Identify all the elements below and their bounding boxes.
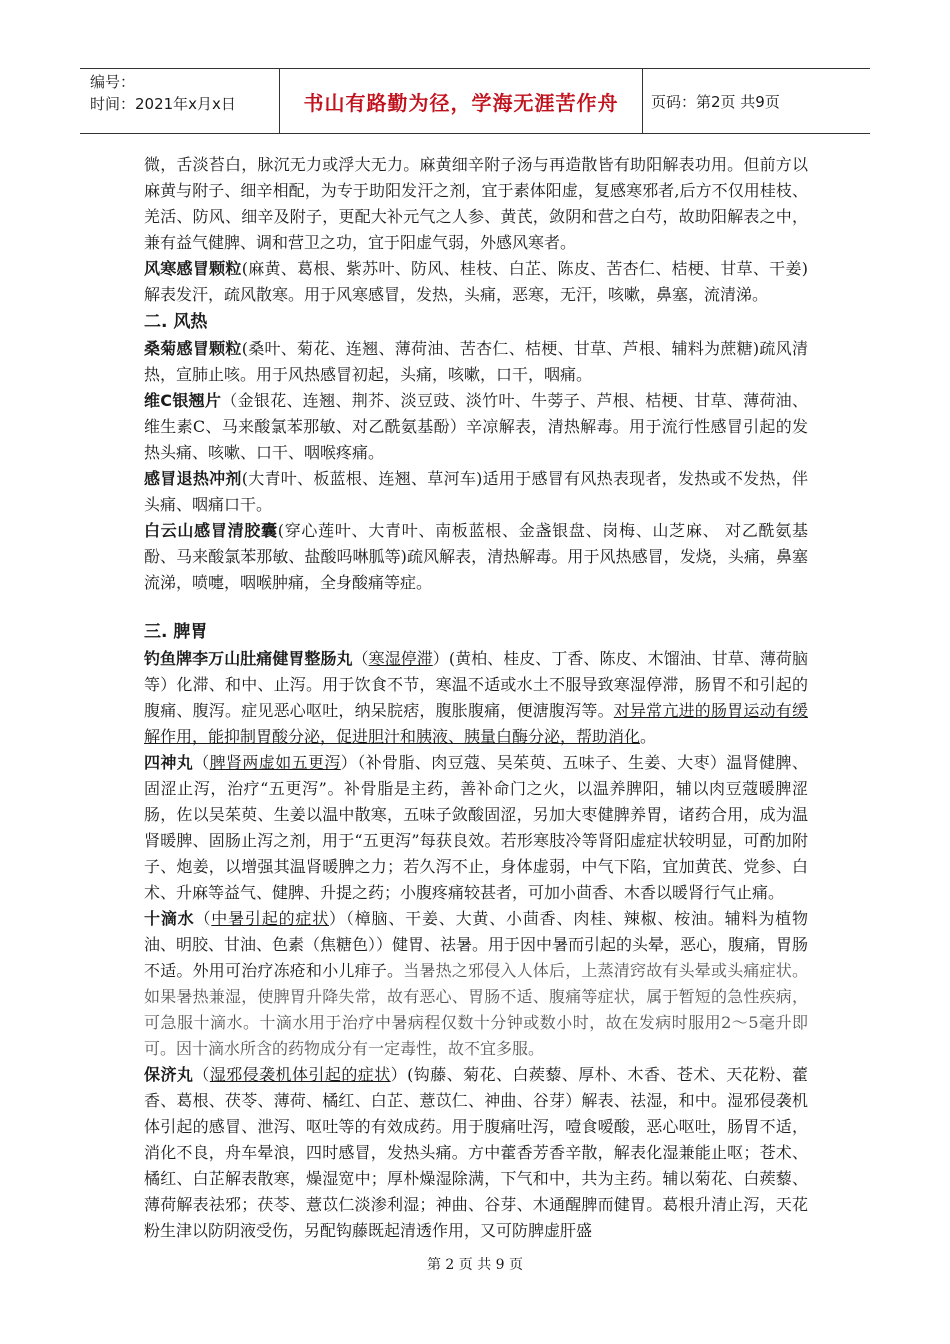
indication-underlined: 脾肾两虚如五更泻 [209,753,341,772]
indication-underlined: 湿邪侵袭机体引起的症状 [209,1065,391,1084]
paren: ） [329,909,346,928]
entry-sishen [144,750,808,906]
paren: （ [193,753,210,772]
drug-name: 四神丸 [144,753,194,772]
drug-text: (黄柏、桂皮、丁香、陈皮、木馏油、甘草、薄荷脑等）化滞、和中、止泻。用于饮食不节，寒温不适或水土不服导致寒湿停滞，肠胃不和引起的腹痛、腹泻。症见恶心呕吐，纳呆脘痞，腹胀腹痛，便溏腹泻等。 [144,649,808,720]
header-motto: 书山有路勤为径，学海无涯苦作舟 [280,69,643,133]
paren: ） [390,1065,408,1084]
drug-text: (穿心莲叶、大青叶、南板蓝根、金盏银盘、岗梅、山芝麻、 对乙酰氨基酚、马来酸氯苯那敏、盐酸吗啉胍等)疏风解表，清热解毒。用于风热感冒，发烧，头痛，鼻塞流涕，喷嚏，咽喉肿痛，全身酸痛等症。 [144,521,808,592]
note-underlined: 对异常亢进的肠胃运动有缓解作用，能抑制胃酸分泌，促进胆汁和胰液、胰量白酶分泌，帮助消化 [144,701,808,746]
paren: ） [340,753,358,772]
entry-weic [144,388,808,466]
paren: （ [193,1065,210,1084]
paren: ） [432,649,449,668]
drug-text: （樟脑、干姜、大黄、小茴香、肉桂、辣椒、桉油。辅料为植物油、明胶、甘油、色素（焦糖色））健胃、祛暑。用于因中暑而引起的头晕，恶心，腹痛，胃肠不适。外用可治疗冻疮和小儿痱子。 [144,909,809,980]
intro-paragraph: 微，舌淡苔白，脉沉无力或浮大无力。麻黄细辛附子汤与再造散皆有助阳解表功用。但前方以麻黄与附子、细辛相配，为专于助阳发汗之剂，宜于素体阳虚，复感寒邪者,后方不仅用桂枝、羌活、防风、细辛及附子，更配大补元气之人参、黄芪，敛阴和营之白芍，故助阳解表之中，兼有益气健脾、调和营卫之功，宜于阳虚气弱，外感风寒者。 [144,155,808,252]
section-heading-fengre: 二. 风热 [144,312,208,332]
drug-text: (钩藤、菊花、白蒺藜、厚朴、木香、苍术、天花粉、藿香、葛根、茯苓、薄荷、橘红、白芷、薏苡仁、神曲、谷芽）解表、祛湿，和中。湿邪侵袭机体引起的感冒、泄泻、呕吐等的有效成药。用于腹痛吐泻，噎食嗳酸，恶心呕吐，肠胃不适，消化不良，舟车晕浪，四时感冒，发热头痛。方中藿香芳香辛散，解表化湿兼能止呕；苍术、橘红、白芷解表散寒，燥湿宽中；厚朴燥湿除满，下气和中，共为主药。辅以菊花、白蒺藜、薄荷解表祛邪；茯苓、薏苡仁淡渗利湿；神曲、谷芽、木通醒脾而健胃。葛根升清止泻，天花粉生津以防阴液受伤，另配钩藤既起清透作用，又可防脾虚肝盛 [144,1065,808,1240]
indication-underlined: 寒湿停滞 [368,649,433,668]
section-heading-piwei: 三. 脾胃 [144,622,208,642]
entry-diaoyu: 钓鱼牌李万山肚痛健胃整肠丸（寒湿停滞）(黄柏、桂皮、丁香、陈皮、木馏油、甘草、薄荷脑等）化滞、和中、止泻。用于饮食不节，寒温不适或水土不服导致寒湿停滞，肠胃不和引起的腹痛、腹泻。症见恶心呕吐，纳呆脘痞，腹胀腹痛，便溏腹泻等。对异常亢进的肠胃运动有缓解作用，能抑制胃酸分泌，促进胆汁和胰液、胰量白酶分泌，帮助消化。 [144,649,808,746]
drug-text: （补骨脂、肉豆蔻、吴茱萸、五味子、生姜、大枣）温肾健脾、固涩止泻，治疗“五更泻”。补骨脂是主药，善补命门之火，以温养脾阳，辅以肉豆蔻暖脾涩肠，佐以吴茱萸、生姜以温中散寒，五味子敛酸固涩，另加大枣健脾养胃，诸药合用，成为温肾暖脾、固肠止泻之剂，用于“五更泻”每获良效。若形寒肢冷等肾阳虚症状较明显，可酌加附子、炮姜，以增强其温肾暖脾之力；若久泻不止，身体虚弱，中气下陷，宜加黄芪、党参、白术、升麻等益气、健脾、升提之药；小腹疼痛较甚者，可加小茴香、木香以暖肾行气止痛。 [144,753,808,902]
entry-shidi [144,906,808,1062]
drug-text: (麻黄、葛根、紫苏叶、防风、桂枝、白芷、陈皮、苦杏仁、桔梗、甘草、干姜)解表发汗，疏风散寒。用于风寒感冒，发热，头痛，恶寒，无汗，咳嗽，鼻塞，流清涕。 [144,259,808,304]
entry-baoji [144,1062,808,1244]
indication-underlined: 中暑引起的症状 [211,909,330,928]
header-page-label: 页码：第2页 共9页 [651,92,780,111]
page-footer: 第 2 页 共 9 页 [426,1257,524,1273]
paren: （ [352,649,369,668]
entry-sangju [144,336,808,388]
drug-name: 桑菊感冒颗粒 [144,339,242,358]
drug-name: 钓鱼牌李万山肚痛健胃整肠丸 [144,649,353,668]
page-header [80,68,870,134]
drug-name: 维C银翘片 [144,391,222,410]
drug-name: 保济丸 [144,1065,194,1084]
drug-text: (大青叶、板蓝根、连翘、草河车)适用于感冒有风热表现者，发热或不发热，伴头痛、咽痛口干。 [144,469,808,514]
entry-baiyun [144,518,808,596]
document-body [144,152,808,1244]
drug-name: 感冒退热冲剂 [144,469,242,488]
number-label: 编号： [90,73,136,91]
drug-text: （金银花、连翘、荆芥、淡豆豉、淡竹叶、牛蒡子、芦根、桔梗、甘草、薄荷油、维生素C、马来酸氯苯那敏、对乙酰氨基酚）辛凉解表，清热解毒。用于流行性感冒引起的发热头痛、咳嗽、口干、咽喉疼痛。 [144,391,808,462]
entry-fenghan [144,256,808,308]
paren: （ [194,909,212,928]
drug-name: 十滴水 [144,909,195,928]
drug-text: (桑叶、菊花、连翘、薄荷油、苦杏仁、桔梗、甘草、芦根、辅料为蔗糖)疏风清热，宣肺止咳。用于风热感冒初起，头痛，咳嗽，口干，咽痛。 [144,339,808,384]
drug-name: 风寒感冒颗粒 [144,259,242,278]
entry-tuire [144,466,808,518]
drug-name: 白云山感冒清胶囊 [144,521,278,540]
time-label: 时间：2021年x月x日 [90,95,236,113]
header-meta [80,69,280,133]
drug-text-extended: 当暑热之邪侵入人体后，上蒸清窍故有头晕或头痛症状。如果暑热兼湿，使脾胃升降失常，故有恶心、胃肠不适、腹痛等症状，属于暂短的急性疾病，可急服十滴水。十滴水用于治疗中暑病程仅数十分钟或数小时，故在发病时服用2～5毫升即可。因十滴水所含的药物成分有一定毒性，故不宜多服。 [144,961,808,1058]
